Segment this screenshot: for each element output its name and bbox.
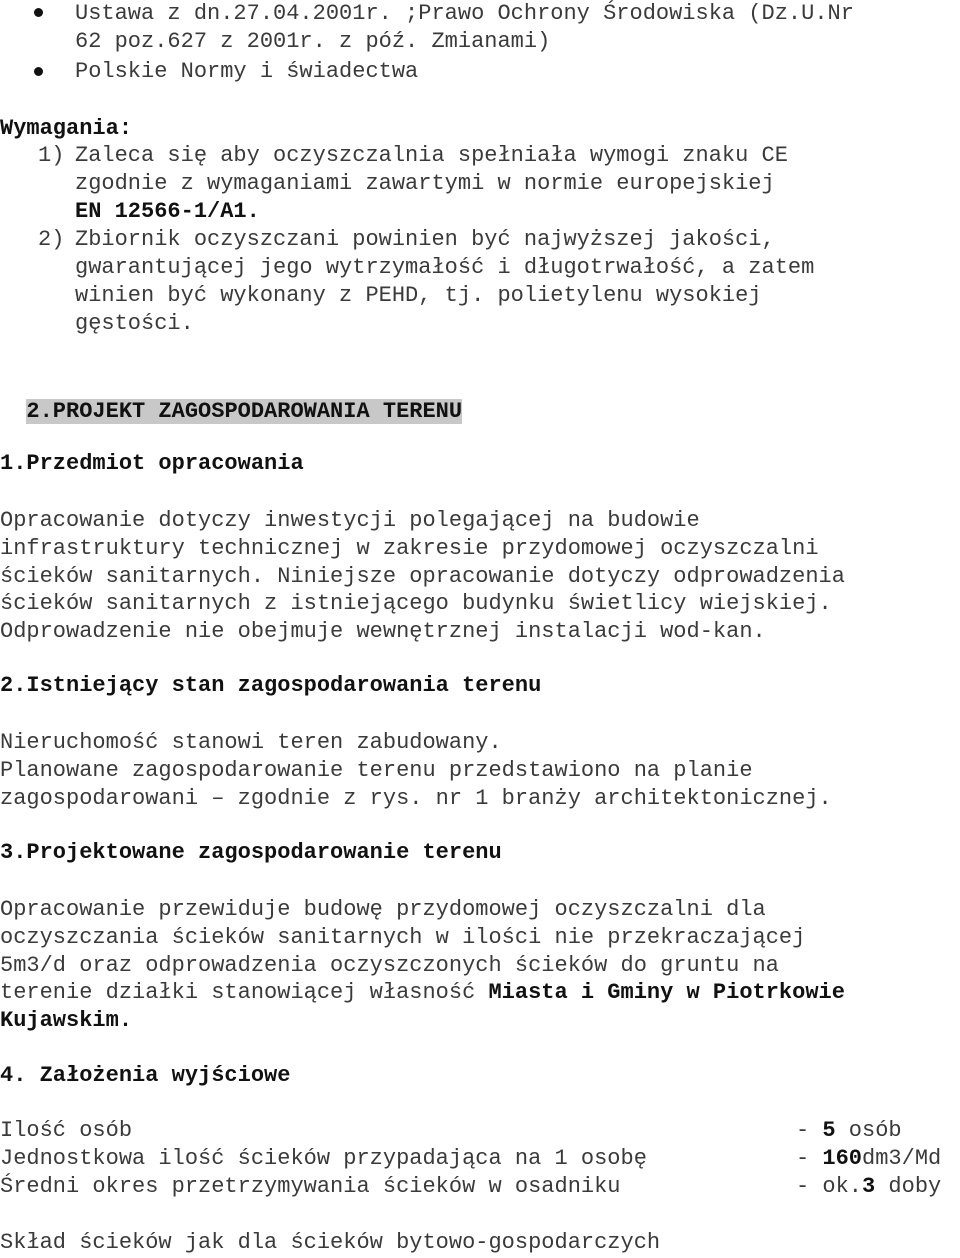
bullet-text: Polskie Normy i świadectwa bbox=[75, 59, 419, 84]
paragraph-line: Planowane zagospodarowanie terenu przedstawiono na planie bbox=[0, 758, 753, 783]
subsection-heading: 4. Założenia wyjściowe bbox=[0, 1063, 291, 1088]
paragraph-text: terenie działki stanowiącej własność bbox=[0, 980, 489, 1005]
list-item-text: gwarantującej jego wytrzymałość i długotrwałość, a zatem bbox=[75, 255, 815, 280]
owner-name-continued: Kujawskim. bbox=[0, 1008, 133, 1033]
paragraph-line bbox=[0, 979, 845, 1007]
value-number: 5 bbox=[822, 1118, 836, 1143]
list-item-text: gęstości. bbox=[75, 311, 194, 336]
section-title-text: 2.PROJEKT ZAGOSPODAROWANIA TERENU bbox=[26, 399, 463, 424]
paragraph-line: oczyszczania ścieków sanitarnych w ilości nie przekraczającej bbox=[0, 925, 806, 950]
value-unit: osób bbox=[835, 1118, 902, 1143]
paragraph-line: zagospodarowani – zgodnie z rys. nr 1 branży architektonicznej. bbox=[0, 786, 832, 811]
paragraph-line: ścieków sanitarnych z istniejącego budynku świetlicy wiejskiej. bbox=[0, 591, 832, 616]
list-number: 2) bbox=[38, 227, 65, 252]
parameter-value bbox=[796, 1117, 902, 1145]
paragraph-line: Skład ścieków jak dla ścieków bytowo-gospodarczych bbox=[0, 1230, 661, 1255]
parameter-label: Jednostkowa ilość ścieków przypadająca na 1 osobę bbox=[0, 1146, 647, 1171]
list-number: 1) bbox=[38, 143, 65, 168]
parameter-label: Ilość osób bbox=[0, 1118, 133, 1143]
norm-reference: EN 12566-1/A1. bbox=[75, 199, 260, 224]
parameter-value bbox=[796, 1145, 941, 1173]
value-number: 160 bbox=[822, 1146, 863, 1171]
value-unit: dm3/Md bbox=[862, 1146, 942, 1171]
list-item-text: Zbiornik oczyszczani powinien być najwyższej jakości, bbox=[75, 227, 775, 252]
list-item-text: Zaleca się aby oczyszczalnia spełniała wymogi znaku CE bbox=[75, 143, 788, 168]
section-title bbox=[0, 364, 463, 424]
requirements-heading: Wymagania: bbox=[0, 116, 133, 141]
owner-name: Miasta i Gminy w Piotrkowie bbox=[488, 980, 845, 1005]
paragraph-line: infrastruktury technicznej w zakresie przydomowej oczyszczalni bbox=[0, 536, 819, 561]
paragraph-line: ścieków sanitarnych. Niniejsze opracowanie dotyczy odprowadzenia bbox=[0, 564, 845, 589]
list-item-text: zgodnie z wymaganiami zawartymi w normie europejskiej bbox=[75, 171, 775, 196]
subsection-heading: 3.Projektowane zagospodarowanie terenu bbox=[0, 840, 502, 865]
bullet-dot bbox=[34, 67, 43, 76]
paragraph-line: Nieruchomość stanowi teren zabudowany. bbox=[0, 730, 502, 755]
bullet-dot bbox=[34, 8, 43, 17]
parameter-label: Średni okres przetrzymywania ścieków w osadniku bbox=[0, 1174, 621, 1199]
subsection-heading: 2.Istniejący stan zagospodarowania terenu bbox=[0, 673, 542, 698]
parameter-value bbox=[796, 1173, 941, 1201]
paragraph-line: Odprowadzenie nie obejmuje wewnętrznej instalacji wod-kan. bbox=[0, 619, 766, 644]
value-prefix: - bbox=[796, 1118, 823, 1143]
bullet-text: Ustawa z dn.27.04.2001r. ;Prawo Ochrony Środowiska (Dz.U.Nr bbox=[75, 1, 854, 26]
bullet-text: 62 poz.627 z 2001r. z póź. Zmianami) bbox=[75, 29, 551, 54]
paragraph-line: Opracowanie przewiduje budowę przydomowej oczyszczalni dla bbox=[0, 897, 766, 922]
paragraph-line: 5m3/d oraz odprowadzenia oczyszczonych ścieków do gruntu na bbox=[0, 953, 779, 978]
paragraph-line: Opracowanie dotyczy inwestycji polegającej na budowie bbox=[0, 508, 700, 533]
list-item-text: winien być wykonany z PEHD, tj. polietylenu wysokiej bbox=[75, 283, 762, 308]
value-unit: doby bbox=[875, 1174, 942, 1199]
subsection-heading: 1.Przedmiot opracowania bbox=[0, 451, 304, 476]
value-prefix: - ok. bbox=[796, 1174, 863, 1199]
value-prefix: - bbox=[796, 1146, 823, 1171]
value-number: 3 bbox=[862, 1174, 876, 1199]
